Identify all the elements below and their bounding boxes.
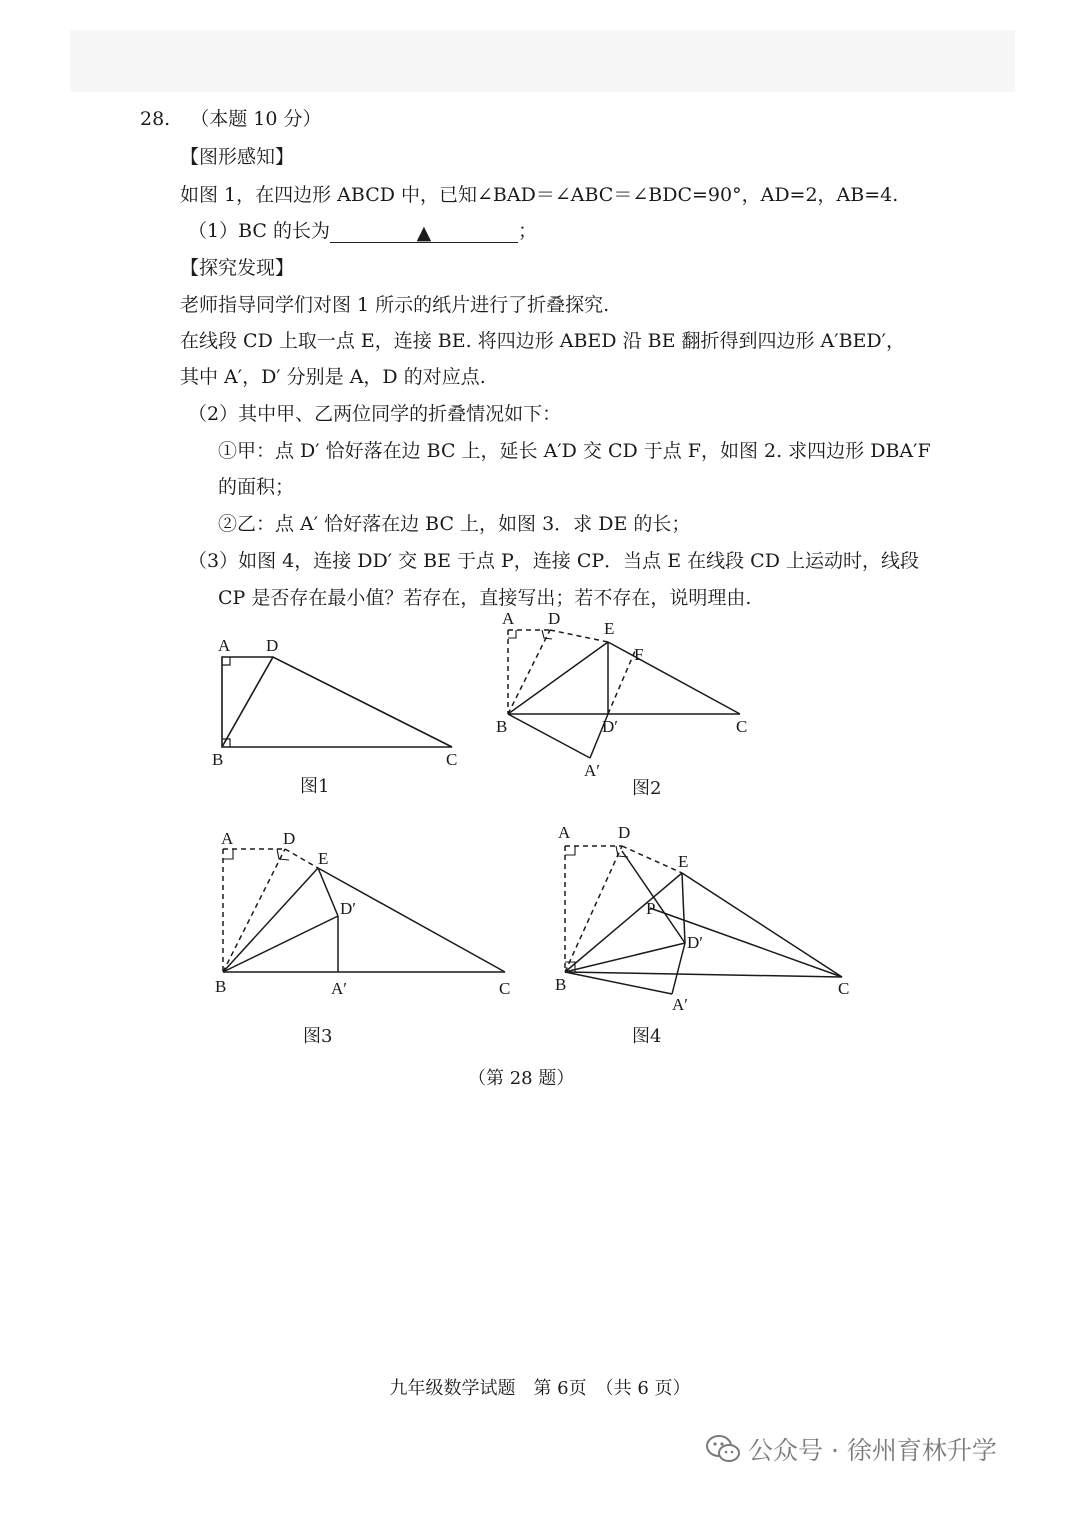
fig3-label-E: E bbox=[318, 849, 329, 868]
part2a-line-2: 的面积； bbox=[218, 476, 295, 498]
fig1-label-A: A bbox=[218, 636, 231, 655]
fig2-label-F: F bbox=[634, 645, 644, 664]
intro-line-3: 其中 A′，D′ 分别是 A，D 的对应点. bbox=[180, 366, 486, 388]
figure-3 bbox=[205, 822, 525, 1002]
fig4-label-D: D bbox=[618, 823, 631, 842]
problem-caption: （第 28 题） bbox=[468, 1068, 575, 1089]
part2-heading: （2）其中甲、乙两位同学的折叠情况如下： bbox=[188, 403, 562, 425]
fig2-label-A: A bbox=[502, 609, 515, 628]
fig3-label-A: A bbox=[221, 829, 234, 848]
answer-blank bbox=[330, 220, 518, 243]
fig2-label-C: C bbox=[736, 717, 748, 736]
fig3-label-A-prime: A′ bbox=[331, 979, 347, 998]
fig4-label-A: A bbox=[558, 823, 571, 842]
section-heading-perception: 【图形感知】 bbox=[180, 146, 295, 168]
fig1-label-D: D bbox=[266, 636, 279, 655]
figure-4-caption: 图4 bbox=[632, 1026, 662, 1047]
figure-1-caption: 图1 bbox=[300, 776, 330, 797]
figure-1 bbox=[200, 630, 480, 775]
intro-line-2: 在线段 CD 上取一点 E，连接 BE. 将四边形 ABED 沿 BE 翻折得到四边形 A′BED′， bbox=[180, 330, 905, 352]
watermark-text: 公众号 · 徐州育林升学 bbox=[748, 1436, 997, 1465]
part2a-line-1: ①甲：点 D′ 恰好落在边 BC 上，延长 A′D 交 CD 于点 F，如图 2. 求四边形 DBA′F bbox=[218, 440, 931, 462]
fig4-label-A-prime: A′ bbox=[672, 995, 688, 1014]
fig1-label-C: C bbox=[446, 750, 458, 769]
fig2-label-D: D bbox=[548, 609, 561, 628]
section-heading-exploration: 【探究发现】 bbox=[180, 257, 295, 279]
fig2-label-A-prime: A′ bbox=[584, 761, 600, 780]
fig4-label-D-prime: D′ bbox=[687, 933, 703, 952]
given-statement: 如图 1，在四边形 ABCD 中，已知∠BAD＝∠ABC＝∠BDC=90°，AD=2，AB=4. bbox=[180, 184, 899, 206]
fig3-label-B: B bbox=[215, 977, 227, 996]
fig3-label-D-prime: D′ bbox=[340, 899, 356, 918]
fig3-label-D: D bbox=[283, 829, 296, 848]
question-points: （本题 10 分） bbox=[190, 108, 322, 130]
part1 bbox=[188, 218, 537, 244]
part3-line-2: CP 是否存在最小值？若存在，直接写出；若不存在，说明理由. bbox=[218, 587, 752, 609]
fig4-label-P: P bbox=[646, 899, 656, 918]
part1-suffix: ； bbox=[517, 220, 537, 242]
part2b: ②乙：点 A′ 恰好落在边 BC 上，如图 3．求 DE 的长； bbox=[218, 513, 691, 535]
fig1-label-B: B bbox=[212, 750, 224, 769]
page-footer: 九年级数学试题 第 6页 （共 6 页） bbox=[389, 1378, 691, 1399]
fig3-label-C: C bbox=[499, 979, 511, 998]
triangle-mark-icon: ▲ bbox=[416, 222, 432, 244]
fig2-label-B: B bbox=[496, 717, 508, 736]
fig2-label-D-prime: D′ bbox=[602, 717, 618, 736]
figure-2-caption: 图2 bbox=[632, 778, 662, 799]
fig4-label-C: C bbox=[838, 979, 850, 998]
watermark bbox=[706, 1432, 997, 1466]
question-number: 28. bbox=[140, 108, 171, 130]
part3-line-1: （3）如图 4，连接 DD′ 交 BE 于点 P，连接 CP．当点 E 在线段 CD 上运动时，线段 bbox=[188, 550, 919, 572]
figure-2 bbox=[490, 608, 760, 783]
fig2-label-E: E bbox=[604, 619, 615, 638]
figure-4 bbox=[550, 822, 870, 1017]
scan-top-band bbox=[70, 30, 1015, 92]
part1-prefix: （1）BC 的长为 bbox=[188, 220, 330, 242]
fig4-label-E: E bbox=[678, 852, 689, 871]
wechat-icon bbox=[706, 1434, 740, 1464]
question-header bbox=[140, 106, 322, 132]
figure-3-caption: 图3 bbox=[303, 1026, 333, 1047]
fig4-label-B: B bbox=[555, 975, 567, 994]
intro-line-1: 老师指导同学们对图 1 所示的纸片进行了折叠探究. bbox=[180, 294, 610, 316]
